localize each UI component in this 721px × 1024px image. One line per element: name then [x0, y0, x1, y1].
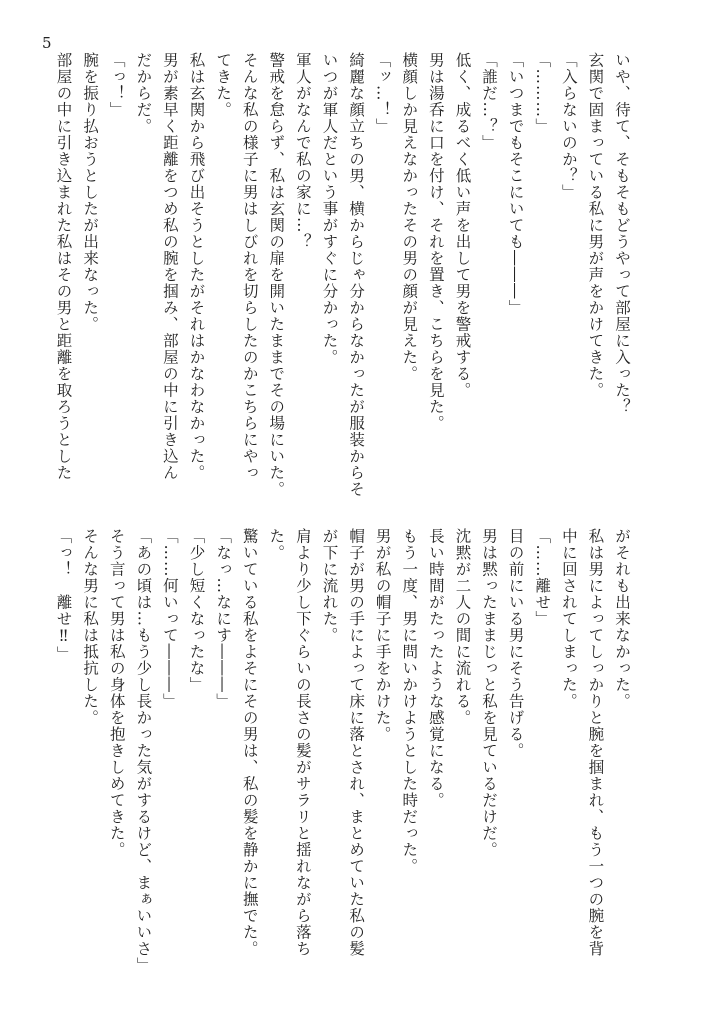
- text-line: いや、待て、そもそもどうやって部屋に入った？: [613, 52, 631, 415]
- text-line: 腕を振り払おうとしたが出来なった。: [81, 52, 100, 333]
- text-line: 私は男によってしっかりと腕を掴まれ、もう一つの腕を背: [586, 528, 605, 957]
- text-line: 「あの頃は…もう少し長かった気がするけど、まぁいいさ」: [134, 528, 153, 974]
- text-line: 目の前にいる男にそう告げる。: [506, 528, 525, 759]
- text-line: 男は黙ったままじっと私を見ているだけだ。: [480, 528, 499, 858]
- text-line: 部屋の中に引き込まれた私はその男と距離を取ろうとした: [54, 52, 73, 481]
- text-line: た。: [267, 528, 286, 561]
- text-line: 私は玄関から飛び出そうとしたがそれはかなわなかった。: [187, 52, 206, 481]
- text-line: 沈黙が二人の間に流れる。: [453, 528, 472, 726]
- text-line: 男が素早く距離をつめ私の腕を掴み、部屋の中に引き込ん: [160, 52, 179, 481]
- text-line: 横顔しか見えなかったその男の顔が見えた。: [400, 52, 419, 382]
- text-line: 驚いている私をよそにその男は、私の髪を静かに撫でた。: [240, 528, 259, 957]
- text-line: 男が私の帽子に手をかけた。: [373, 528, 392, 743]
- text-line: 「……離せ」: [533, 528, 552, 627]
- page-number: 5: [42, 34, 52, 52]
- text-line: 「いつまでもそこにいても―――」: [506, 52, 525, 316]
- text-line: 「っ！ 離せ‼」: [54, 528, 73, 663]
- text-line: 「ッ…！」: [373, 52, 392, 135]
- text-line: 長い時間がたったような感覚になる。: [426, 528, 445, 809]
- text-line: だからだ。: [134, 52, 153, 135]
- text-line: もう一度、男に問いかけようとした時だった。: [400, 528, 419, 875]
- text-line: 男は湯呑に口を付け、それを置き、こちらを見た。: [426, 52, 445, 432]
- text-block-bottom: [50, 528, 635, 974]
- text-line: いつが軍人だという事がすぐに分かった。: [320, 52, 339, 366]
- text-line: がそれも出来なかった。: [613, 528, 631, 710]
- text-line: が下に流れた。: [320, 528, 339, 644]
- text-line: 軍人がなんで私の家に…？: [293, 52, 312, 250]
- text-line: 綺麗な顔立ちの男、横からじゃ分からなかったが服装からそ: [347, 52, 366, 498]
- text-line: 「誰だ…？」: [480, 52, 499, 151]
- text-line: そんな男に私は抵抗した。: [81, 528, 100, 726]
- text-line: 「………」: [533, 52, 552, 135]
- text-line: そう言って男は私の身体を抱きしめてきた。: [107, 528, 126, 858]
- text-line: 肩より少し下ぐらいの長さの髪がサラリと揺れながら落ち: [293, 528, 312, 957]
- text-line: 「なっ…なにす―――」: [214, 528, 233, 710]
- text-line: 玄関で固まっている私に男が声をかけてきた。: [586, 52, 605, 399]
- text-line: 「……何いって―――」: [160, 528, 179, 710]
- text-line: 「入らないのか？」: [559, 52, 578, 201]
- text-line: 帽子が男の手によって床に落とされ、まとめていた私の髪: [347, 528, 366, 957]
- text-line: 低く、成るべく低い声を出して男を警戒する。: [453, 52, 472, 399]
- text-line: 警戒を怠らず、私は玄関の扉を開いたままでその場にいた。: [267, 52, 286, 498]
- text-line: 「少し短くなったな」: [187, 528, 206, 693]
- text-line: 「っ！」: [107, 52, 126, 118]
- text-line: そんな私の様子に男はしびれを切らしたのかこちらにやっ: [240, 52, 259, 481]
- text-line: てきた。: [214, 52, 233, 118]
- text-block-top: [50, 52, 635, 498]
- text-line: 中に回されてしまった。: [559, 528, 578, 710]
